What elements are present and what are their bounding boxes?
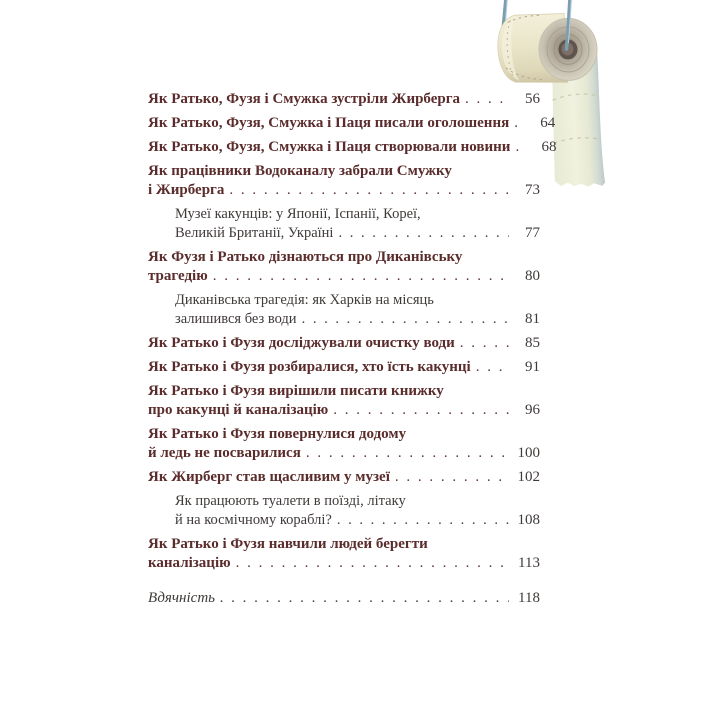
toc-entry (148, 248, 540, 286)
toc-entry-title: Як Ратько і Фузя повернулися додому (148, 426, 407, 442)
toc-page-number: 96 (525, 402, 540, 418)
toc-entry (148, 138, 557, 157)
dot-leader (460, 334, 509, 353)
toc-entry-title: Як Ратько і Фузя досліджували очистку води (148, 335, 455, 351)
toc-entry-title: Як Фузя і Ратько дізнаються про Диканівську (148, 249, 463, 265)
dot-leader (465, 90, 509, 109)
toc-entry (148, 535, 540, 573)
dot-leader (229, 181, 509, 200)
dot-leader (220, 589, 509, 608)
dot-leader (338, 224, 509, 243)
toc-entry-title: Як Жирберг став щасливим у музеї (148, 469, 390, 485)
toc-subentry-title: Як працюють туалети в поїзді, літаку (175, 493, 406, 509)
toc-entry-title: Як Ратько, Фузя, Смужка і Паця створювали новини (148, 139, 511, 155)
toc-entry-title-line2: каналізацію (148, 555, 231, 571)
dot-leader (476, 358, 509, 377)
toc-page-number: 85 (525, 335, 540, 351)
toc-entry-title: Як Ратько і Фузя навчили людей берегти (148, 536, 428, 552)
toc-subentry-title-line2: й на космічному кораблі? (175, 512, 332, 528)
toc-entry-title-line2: трагедію (148, 268, 208, 284)
toc-entry (148, 334, 540, 353)
toc-page-number: 113 (518, 555, 540, 571)
dot-leader (337, 511, 509, 530)
toc-entry (148, 468, 540, 487)
dot-leader (306, 444, 509, 463)
toc-page-number: 118 (518, 590, 540, 606)
toc-entry-title: Як Ратько, Фузя, Смужка і Паця писали оголошення (148, 115, 510, 131)
toc-entry-title: Як працівники Водоканалу забрали Смужку (148, 163, 452, 179)
dot-leader (302, 310, 509, 329)
toc-page-number: 73 (525, 182, 540, 198)
toc-page-number: 102 (517, 469, 540, 485)
table-of-contents (148, 90, 557, 613)
toc-entry-title-line2: і Жирберга (148, 182, 225, 198)
toc-page-number: 56 (525, 91, 540, 107)
toc-entry-title-line2: про какунці й каналізацію (148, 402, 329, 418)
dot-leader (515, 138, 525, 157)
toc-subentry (148, 291, 540, 329)
toc-entry-title: Вдячність (148, 590, 215, 606)
toc-entry (148, 162, 540, 200)
toc-page-number: 77 (525, 225, 540, 241)
toc-subentry-title: Музеї какунців: у Японії, Іспанії, Кореї, (175, 206, 421, 222)
toc-page-number: 80 (525, 268, 540, 284)
toc-subentry-title: Диканівська трагедія: як Харків на місяць (175, 292, 434, 308)
toc-page-number: 100 (517, 445, 540, 461)
toc-subentry (148, 205, 540, 243)
toc-entry (148, 382, 540, 420)
toc-subentry (148, 492, 540, 530)
toc-page-number: 68 (541, 139, 557, 155)
toc-page-number: 81 (525, 311, 540, 327)
toc-entry-title: Як Ратько і Фузя розбиралися, хто їсть какунці (148, 359, 471, 375)
dot-leader (395, 468, 509, 487)
toc-page-number: 108 (517, 512, 540, 528)
dot-leader (514, 114, 524, 133)
dot-leader (236, 554, 509, 573)
toc-page-number: 91 (525, 359, 540, 375)
toc-entry (148, 90, 540, 109)
dot-leader (213, 267, 509, 286)
dot-leader (333, 401, 509, 420)
toc-page-number: 64 (540, 115, 556, 131)
toc-subentry-title-line2: залишився без води (175, 311, 297, 327)
toc-subentry-title-line2: Великій Британії, Україні (175, 225, 334, 241)
toc-entry (148, 114, 556, 133)
toc-entry (148, 358, 540, 377)
toc-entry (148, 425, 540, 463)
toc-entry-acknowledgements (148, 589, 540, 608)
toc-entry-title: Як Ратько, Фузя і Смужка зустріли Жирберга (148, 91, 461, 107)
toc-entry-title: Як Ратько і Фузя вирішили писати книжку (148, 383, 444, 399)
toc-entry-title-line2: й ледь не посварилися (148, 445, 301, 461)
